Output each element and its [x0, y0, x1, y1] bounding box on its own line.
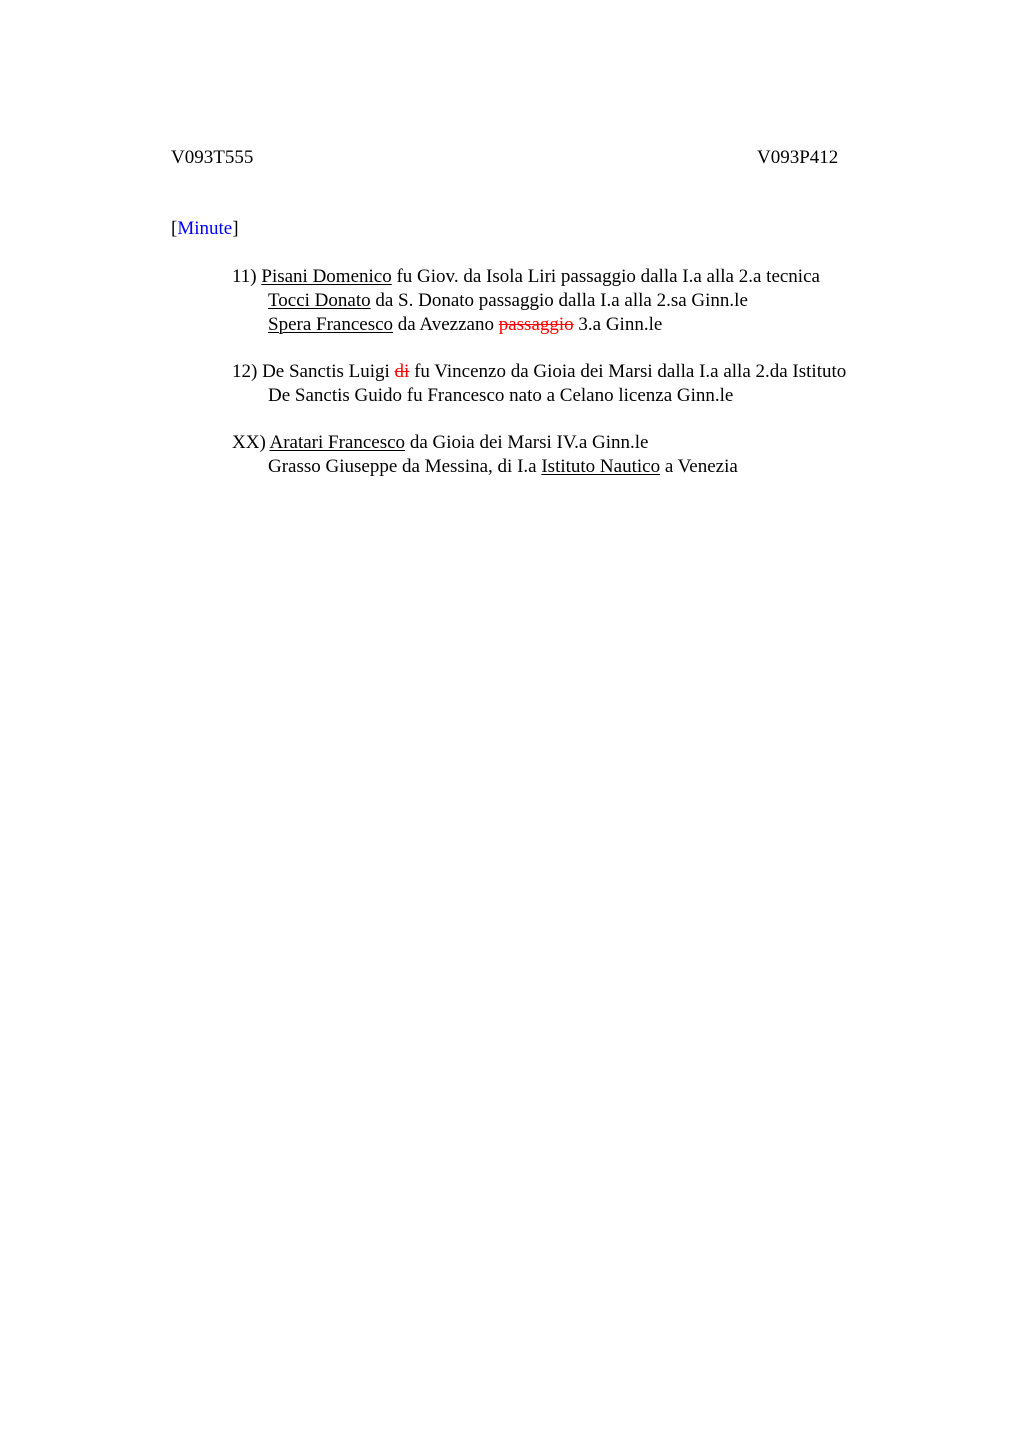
document-code-left: V093T555: [171, 147, 254, 168]
minute-link[interactable]: Minute: [177, 218, 233, 239]
person-name: Aratari Francesco: [269, 432, 406, 453]
entry-number: 11): [232, 266, 262, 287]
entry-number: XX): [232, 432, 270, 453]
institution-name: Istituto Nautico: [541, 456, 661, 477]
deleted-text: di: [394, 361, 410, 382]
entry-line: [232, 313, 932, 337]
entry-line: [232, 431, 932, 455]
person-name: Spera Francesco: [268, 314, 394, 335]
close-bracket: ]: [232, 218, 239, 239]
entry-text: Grasso Giuseppe da Messina, di I.a: [268, 456, 542, 477]
entry-text: da Avezzano: [393, 314, 499, 335]
entry-text: da S. Donato passaggio dalla I.a alla 2.sa Ginn.le: [370, 290, 748, 311]
entry-line: [232, 265, 932, 289]
open-bracket: [: [171, 218, 178, 239]
entry-text: De Sanctis Guido fu Francesco nato a Celano licenza Ginn.le: [268, 385, 734, 406]
entry-line: [232, 455, 932, 479]
section-label: [171, 218, 239, 240]
entry-line: [232, 289, 932, 313]
entry-text: a Venezia: [660, 456, 738, 477]
entry-xx: [232, 431, 932, 479]
person-name: Pisani Domenico: [261, 266, 392, 287]
document-code-right: V093P412: [757, 147, 839, 168]
entry-line: [232, 360, 932, 384]
entry-12: [232, 360, 932, 408]
deleted-text: passaggio: [498, 314, 574, 335]
entry-text: fu Giov. da Isola Liri passaggio dalla I.a alla 2.a tecnica: [391, 266, 820, 287]
entry-text: fu Vincenzo da Gioia dei Marsi dalla I.a alla 2.da Istituto: [409, 361, 847, 382]
person-name: Tocci Donato: [268, 290, 371, 311]
entry-text: 12) De Sanctis Luigi: [232, 361, 395, 382]
entry-text: da Gioia dei Marsi IV.a Ginn.le: [405, 432, 649, 453]
entry-line: [232, 384, 932, 408]
entry-text: 3.a Ginn.le: [573, 314, 663, 335]
entry-11: [232, 265, 932, 337]
